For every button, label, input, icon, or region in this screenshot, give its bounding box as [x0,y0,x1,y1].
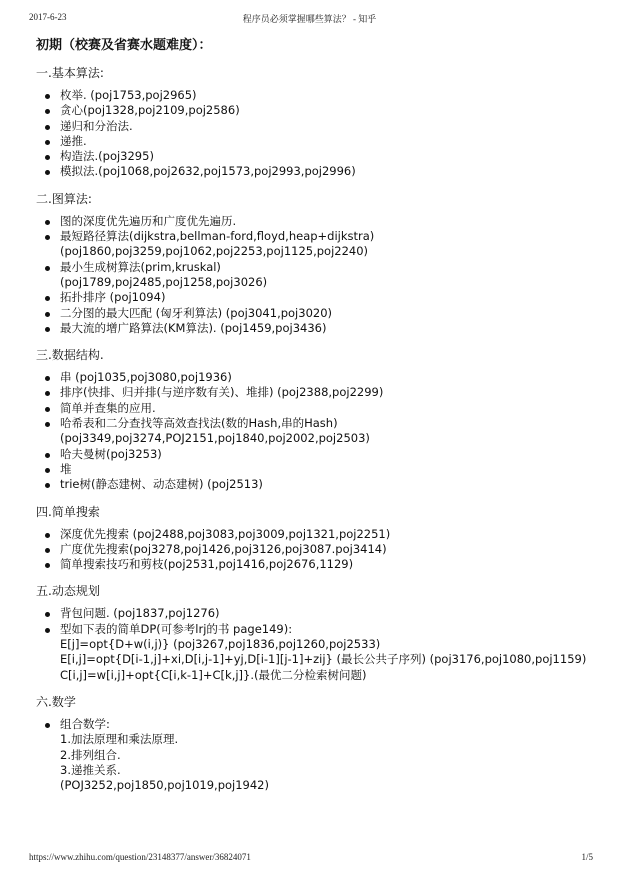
list-item-text: 1.加法原理和乘法原理. [60,732,179,747]
list-item-text: 简单搜索技巧和剪枝(poj2531,poj1416,poj2676,1129) [60,557,354,572]
list-item [36,447,596,462]
bullet-icon [45,296,50,301]
list-item-text: 简单并查集的应用. [60,400,156,415]
list-item [36,622,596,683]
bullet-icon [45,327,50,332]
list-item-text: 哈夫曼树(poj3253) [60,446,162,461]
list-item [36,385,596,400]
bullet-icon [45,723,50,728]
section-title: 二.图算法: [36,191,92,206]
bullet-icon [45,125,50,130]
page-number: 1/5 [581,852,593,862]
list-item [36,370,596,385]
list-item-text: (poj1860,poj3259,poj1062,poj2253,poj1125,poj2240) [60,244,369,259]
list-item-text: 二分图的最大匹配 (匈牙利算法) (poj3041,poj3020) [60,305,333,320]
print-header [0,0,619,26]
list-item [36,527,596,542]
list-item [36,103,596,118]
bullet-icon [45,468,50,473]
list-item-text: 拓扑排序 (poj1094) [60,290,166,305]
list-item-text: 堆 [60,461,72,476]
list-item [36,214,596,229]
list-item [36,290,596,305]
list-item [36,717,596,793]
bullet-icon [45,235,50,240]
list-item [36,401,596,416]
list-item-text: 背包问题. (poj1837,poj1276) [60,606,220,621]
list-item-text: (poj1789,poj2485,poj1258,poj3026) [60,274,268,289]
bullet-icon [45,563,50,568]
section-item-list [36,214,596,336]
bullet-icon [45,109,50,114]
list-item-text: 广度优先搜索(poj3278,poj1426,poj3126,poj3087.poj3414) [60,541,387,556]
page-title: 程序员必须掌握哪些算法？ - 知乎 [242,14,377,24]
bullet-icon [45,140,50,145]
section-item-list [36,606,596,682]
list-item-text: 3.递推关系. [60,762,121,777]
list-item-text: 型如下表的简单DP(可参考lrj的书 page149): [60,621,293,636]
list-item-text: 最短路径算法(dijkstra,bellman-ford,floyd,heap+dijkstra) [60,229,375,244]
list-item-text: (poj3349,poj3274,POJ2151,poj1840,poj2002,poj2503) [60,431,370,446]
section-title: 一.基本算法: [36,66,104,80]
list-item [36,321,596,336]
list-item [36,557,596,572]
list-item [36,606,596,621]
list-item [36,542,596,557]
bullet-icon [45,155,50,160]
bullet-icon [45,422,50,427]
list-item-text: 图的深度优先遍历和广度优先遍历. [60,213,237,228]
list-item-text: C[i,j]=w[i,j]+opt{C[i,k-1]+C[k,j]}.(最优二分检索树问题) [60,667,367,682]
list-item-text: 最小生成树算法(prim,kruskal) [60,259,221,274]
section-title: 六.数学 [36,694,76,709]
section-item-list [36,717,596,793]
article-content [36,37,596,804]
list-item [36,462,596,477]
list-item-text: 深度优先搜索 (poj2488,poj3083,poj3009,poj1321,poj2251) [60,526,391,541]
section-item-list [36,88,596,180]
print-footer [0,848,619,868]
list-item-text: E[i,j]=opt{D[i-1,j]+xi,D[i,j-1]+yj,D[i-1][j-1]+zij} (最长公共子序列) (poj3176,poj1080,poj1159) [60,652,587,667]
source-url: https://www.zhihu.com/question/23148377/answer/36824071 [29,852,251,862]
list-item [36,306,596,321]
list-item-text: 递推. [60,133,87,148]
bullet-icon [45,612,50,617]
bullet-icon [45,548,50,553]
list-item [36,229,596,260]
bullet-icon [45,94,50,99]
list-item-text: 递归和分治法. [60,118,133,133]
list-item-text: 组合数学: [60,716,110,731]
bullet-icon [45,533,50,538]
list-item-text: (POJ3252,poj1850,poj1019,poj1942) [60,778,269,793]
list-item [36,260,596,291]
print-date: 2017-6-23 [29,12,67,22]
list-item-text: 2.排列组合. [60,747,121,762]
list-item-text: 哈希表和二分查找等高效查找法(数的Hash,串的Hash) [60,416,338,431]
section-list [36,65,596,793]
list-item-text: 排序(快排、归并排(与逆序数有关)、堆排) (poj2388,poj2299) [60,385,384,400]
article-heading: 初期（校赛及省赛水题难度）： [36,38,212,53]
list-item-text: 贪心(poj1328,poj2109,poj2586) [60,103,240,118]
bullet-icon [45,170,50,175]
section-title: 五.动态规划 [36,584,100,599]
list-item [36,149,596,164]
bullet-icon [45,376,50,381]
list-item [36,416,596,447]
bullet-icon [45,453,50,458]
section-title: 四.简单搜索 [36,504,100,519]
section-item-list [36,370,596,492]
list-item [36,88,596,103]
list-item-text: trie树(静态建树、动态建树) (poj2513) [60,477,263,492]
list-item-text: 串 (poj1035,poj3080,poj1936) [60,370,232,385]
bullet-icon [45,220,50,225]
list-item-text: E[j]=opt{D+w(i,j)} (poj3267,poj1836,poj1260,poj2533) [60,637,381,652]
list-item [36,119,596,134]
section-item-list [36,527,596,573]
section-title: 三.数据结构. [36,348,104,363]
list-item-text: 构造法.(poj3295) [60,149,154,164]
list-item [36,477,596,492]
list-item-text: 枚举. (poj1753,poj2965) [60,88,197,102]
list-item [36,134,596,149]
bullet-icon [45,407,50,412]
bullet-icon [45,483,50,488]
bullet-icon [45,266,50,271]
list-item-text: 模拟法.(poj1068,poj2632,poj1573,poj2993,poj2996) [60,164,356,179]
bullet-icon [45,391,50,396]
bullet-icon [45,312,50,317]
bullet-icon [45,628,50,633]
list-item-text: 最大流的增广路算法(KM算法). (poj1459,poj3436) [60,320,327,335]
list-item [36,164,596,179]
